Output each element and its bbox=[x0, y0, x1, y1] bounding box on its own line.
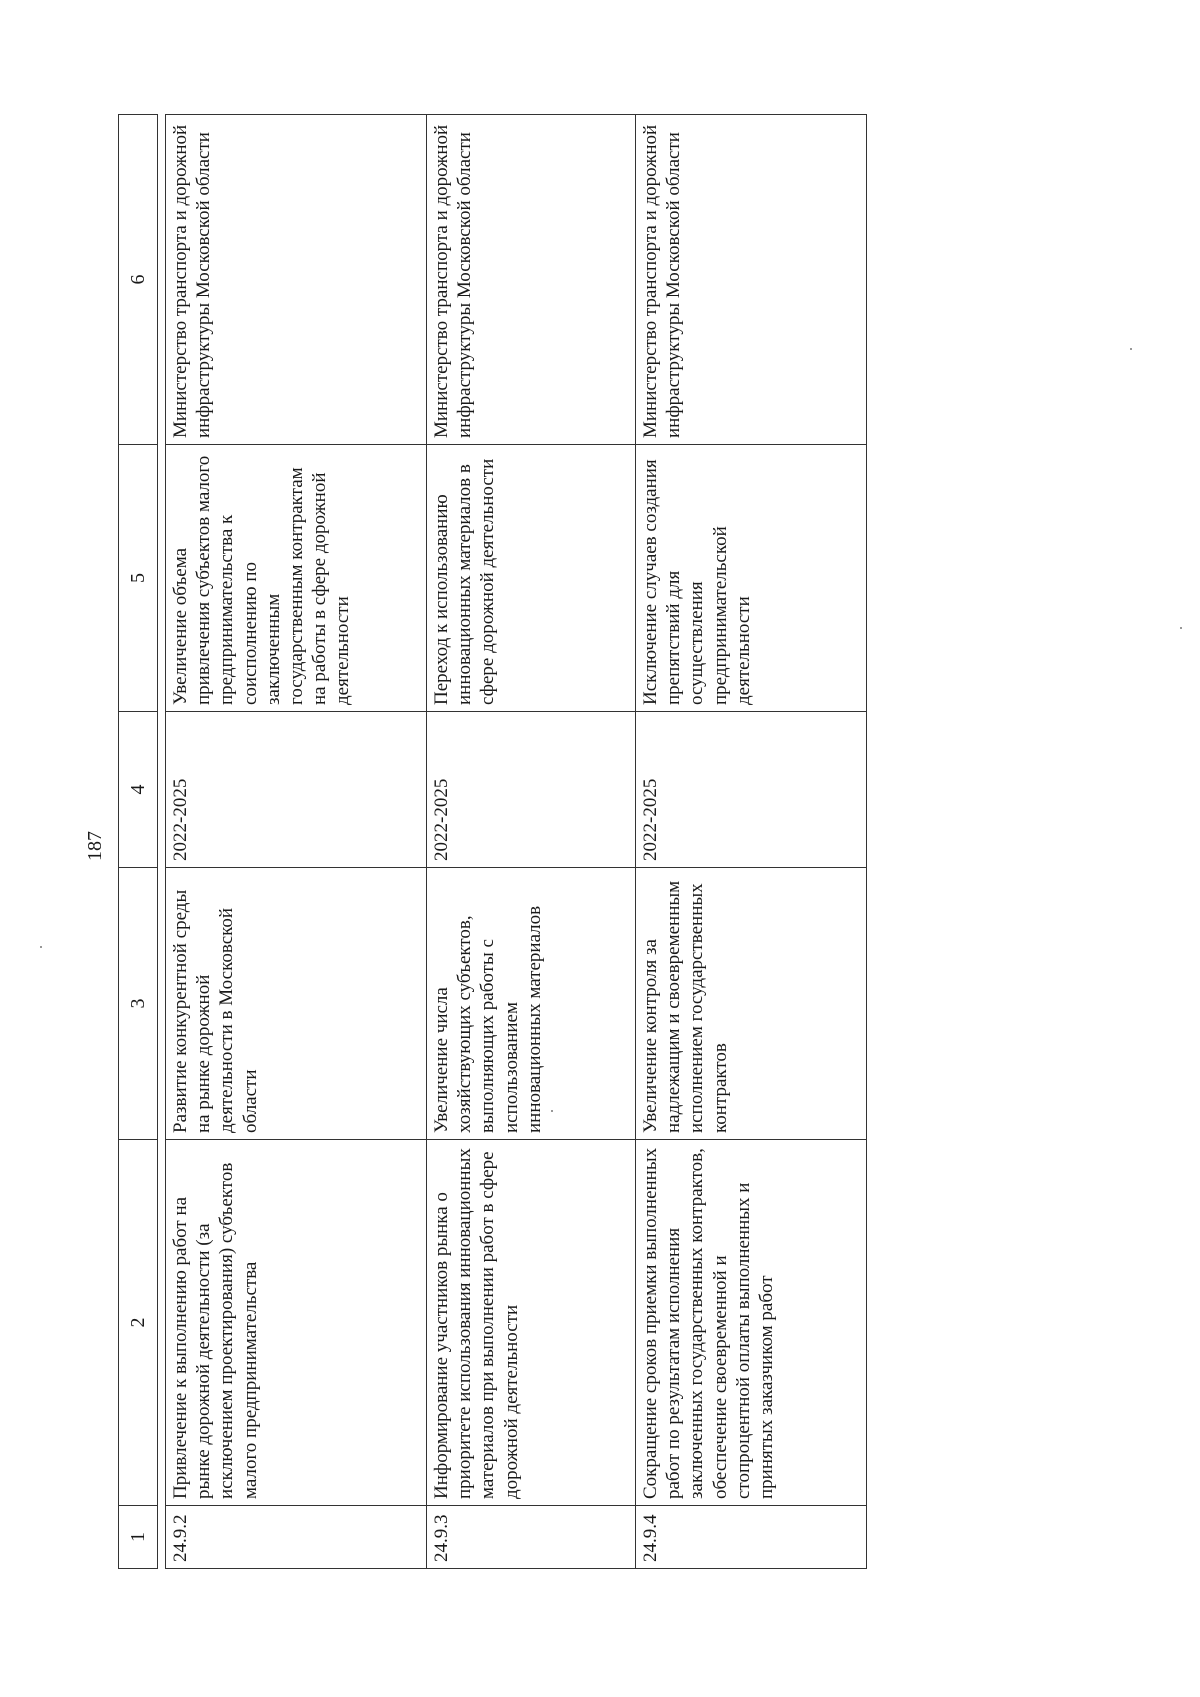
row-number: 24.9.2 bbox=[166, 1506, 427, 1569]
responsible-cell: Министерство транспорта и дорожной инфраструктуры Московской области bbox=[166, 115, 427, 445]
column-header: 3 bbox=[119, 868, 158, 1140]
responsible-cell: Министерство транспорта и дорожной инфраструктуры Московской области bbox=[636, 115, 867, 445]
goal-cell: Увеличение числа хозяйствующих субъектов, выполняющих работы с использованием инновационных материалов bbox=[427, 868, 636, 1140]
column-header: 5 bbox=[119, 445, 158, 712]
goal-cell: Развитие конкурентной среды на рынке дорожной деятельности в Московской области bbox=[166, 868, 427, 1140]
measure-cell: Привлечение к выполнению работ на рынке дорожной деятельности (за исключением проектирования) субъектов малого предпринимательства bbox=[166, 1140, 427, 1506]
column-header: 2 bbox=[119, 1140, 158, 1506]
table-row bbox=[427, 115, 636, 1569]
column-header: 1 bbox=[119, 1506, 158, 1569]
page-number: 187 bbox=[84, 831, 106, 861]
table-row bbox=[636, 115, 867, 1569]
row-number: 24.9.3 bbox=[427, 1506, 636, 1569]
measures-table bbox=[118, 114, 867, 1569]
scan-speck bbox=[40, 946, 42, 948]
goal-cell: Увеличение контроля за надлежащим и своевременным исполнением государственных контрактов bbox=[636, 868, 867, 1140]
row-number: 24.9.4 bbox=[636, 1506, 867, 1569]
header-row bbox=[119, 115, 158, 1569]
period-cell: 2022-2025 bbox=[427, 712, 636, 868]
scan-speck bbox=[1130, 348, 1132, 350]
period-cell: 2022-2025 bbox=[166, 712, 427, 868]
rotated-page-content bbox=[118, 115, 932, 1569]
table-row bbox=[166, 115, 427, 1569]
measure-cell: Сокращение сроков приемки выполненных работ по результатам исполнения заключенных государственных контрактов, обеспечение своевременной и стопроцентной оплаты выполненных и принятых заказчиком работ bbox=[636, 1140, 867, 1506]
column-header: 4 bbox=[119, 712, 158, 868]
result-cell: Исключение случаев создания препятствий для осуществления предпринимательской деятельности bbox=[636, 445, 867, 712]
period-cell: 2022-2025 bbox=[636, 712, 867, 868]
result-cell: Увеличение объема привлечения субъектов малого предпринимательства к соисполнению по заключенным государственным контрактам на работы в сфере дорожной деятельности bbox=[166, 445, 427, 712]
column-header: 6 bbox=[119, 115, 158, 445]
header-separator bbox=[158, 115, 166, 1569]
scan-speck bbox=[551, 1110, 553, 1112]
scan-speck bbox=[1180, 627, 1182, 629]
measure-cell: Информирование участников рынка о приоритете использования инновационных материалов при выполнении работ в сфере дорожной деятельности bbox=[427, 1140, 636, 1506]
responsible-cell: Министерство транспорта и дорожной инфраструктуры Московской области bbox=[427, 115, 636, 445]
result-cell: Переход к использованию инновационных материалов в сфере дорожной деятельности bbox=[427, 445, 636, 712]
